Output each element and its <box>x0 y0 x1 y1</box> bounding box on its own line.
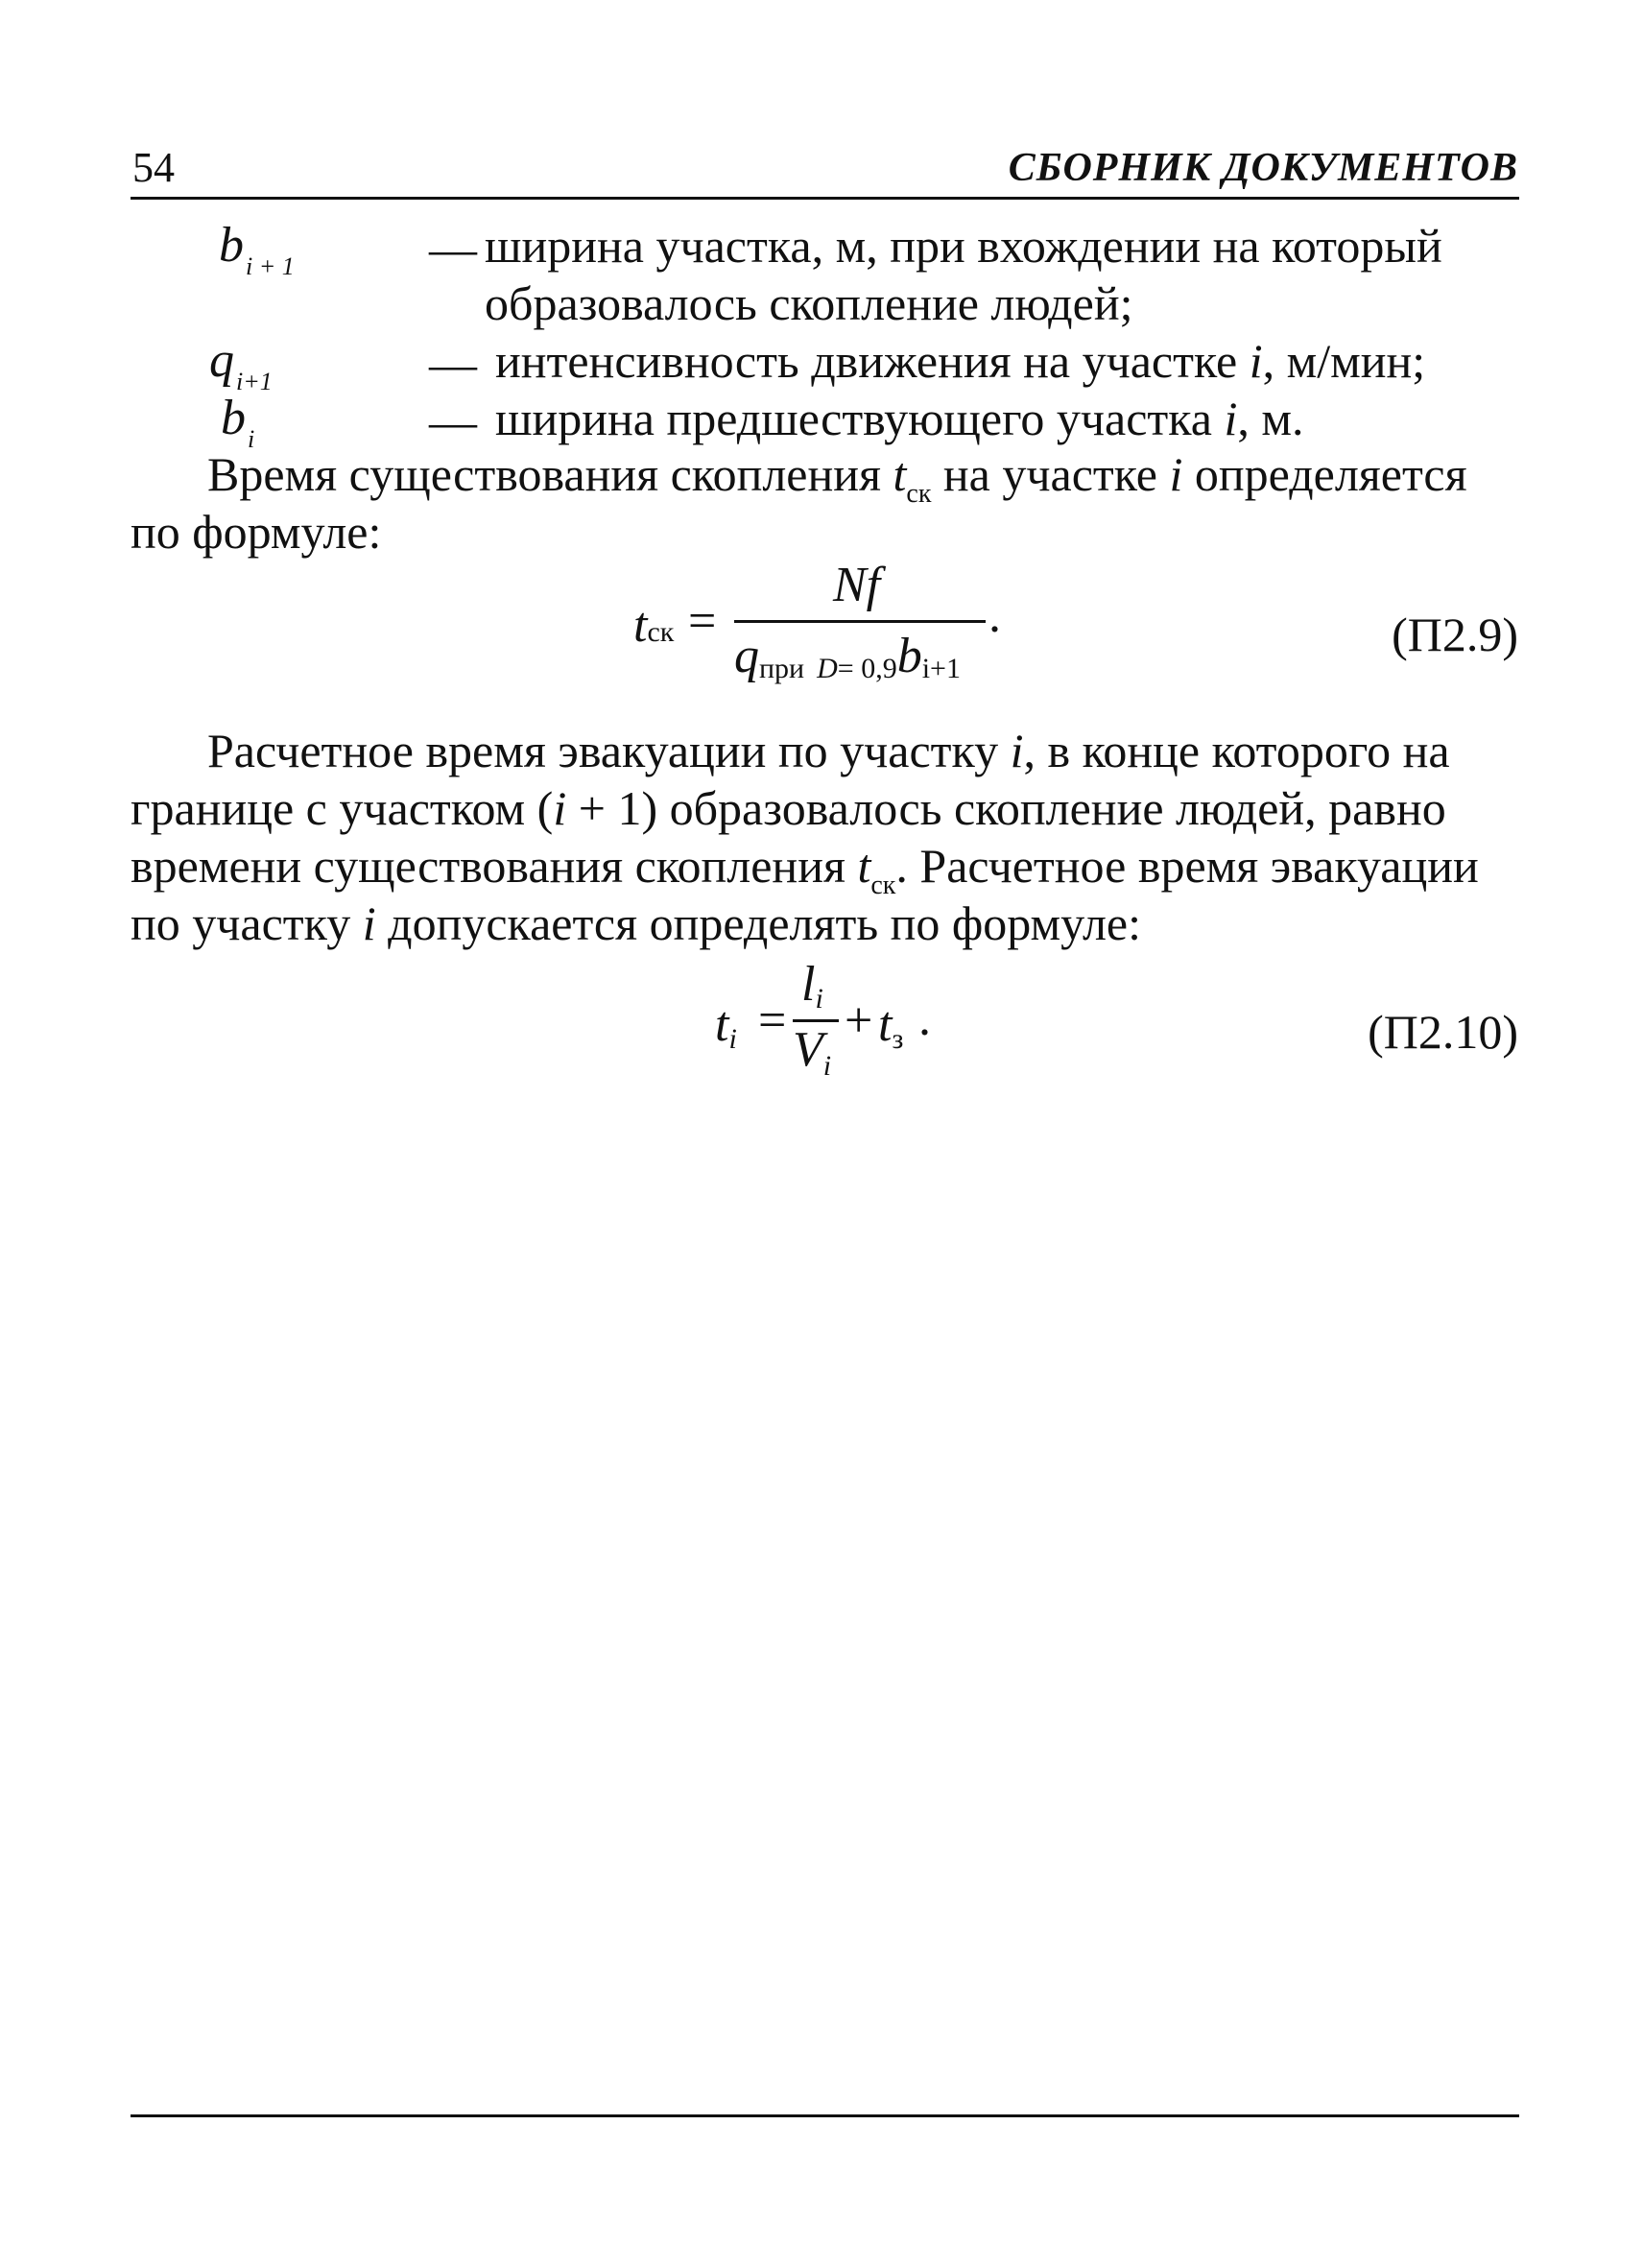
header-rule <box>131 197 1519 200</box>
formula-number: (П2.10) <box>1368 1005 1518 1059</box>
definition-dash: — <box>429 337 477 391</box>
paragraph-scope: Время существования скопления $t_{ск}$ на участке i определяется <box>207 447 1467 509</box>
paragraph-scope-cont: по формуле: <box>131 505 382 559</box>
formula-numerator: li <box>801 957 823 1015</box>
formula-period: . <box>918 991 931 1046</box>
definition-symbol: $b_{i + 1}$ <box>219 218 295 280</box>
formula-numerator: Nf <box>833 558 881 612</box>
definition-text: ширина предшествующего участка i, м. <box>495 392 1304 445</box>
definition-symbol: $q_{i+1}$ <box>209 333 273 395</box>
page-number: 54 <box>132 144 175 191</box>
running-title: СБОРНИК ДОКУМЕНТОВ <box>1008 146 1518 190</box>
paragraph-evacuation-time-l2: границе с участком (i + 1) образовалось скопление людей, равно <box>131 781 1446 835</box>
definition-text: интенсивность движения на участке i, м/мин; <box>495 334 1426 388</box>
formula-number: (П2.9) <box>1392 608 1518 661</box>
definition-dash: — <box>429 394 477 448</box>
definition-text: ширина участка, м, при вхождении на который <box>485 219 1442 273</box>
definition-text-cont: образовалось скопление людей; <box>485 276 1133 330</box>
formula-equals: = <box>758 993 787 1048</box>
definition-dash: — <box>429 222 477 275</box>
paragraph-evacuation-time-l4: по участку i допускается определять по формуле: <box>131 896 1142 950</box>
paragraph-evacuation-time: Расчетное время эвакуации по участку i, в конце которого на <box>207 724 1450 777</box>
definition-symbol: $b_i$ <box>221 391 255 453</box>
formula-denominator: Vi <box>793 1022 832 1082</box>
formula-lhs: tск <box>633 598 675 653</box>
footer-rule <box>131 2114 1519 2117</box>
paragraph-evacuation-time-l3: времени существования скопления $t_{ск}$. Расчетное время эвакуации <box>131 839 1479 900</box>
formula-plus: + <box>845 993 873 1048</box>
formula-denominator: qпри D= 0,9bi+1 <box>734 629 961 684</box>
formula-lhs: ti <box>715 997 737 1055</box>
page-header <box>132 144 1518 202</box>
fraction-bar <box>734 620 986 623</box>
formula-equals: = <box>688 594 717 649</box>
formula-term: tз <box>878 997 904 1055</box>
formula-period: . <box>988 588 1001 643</box>
